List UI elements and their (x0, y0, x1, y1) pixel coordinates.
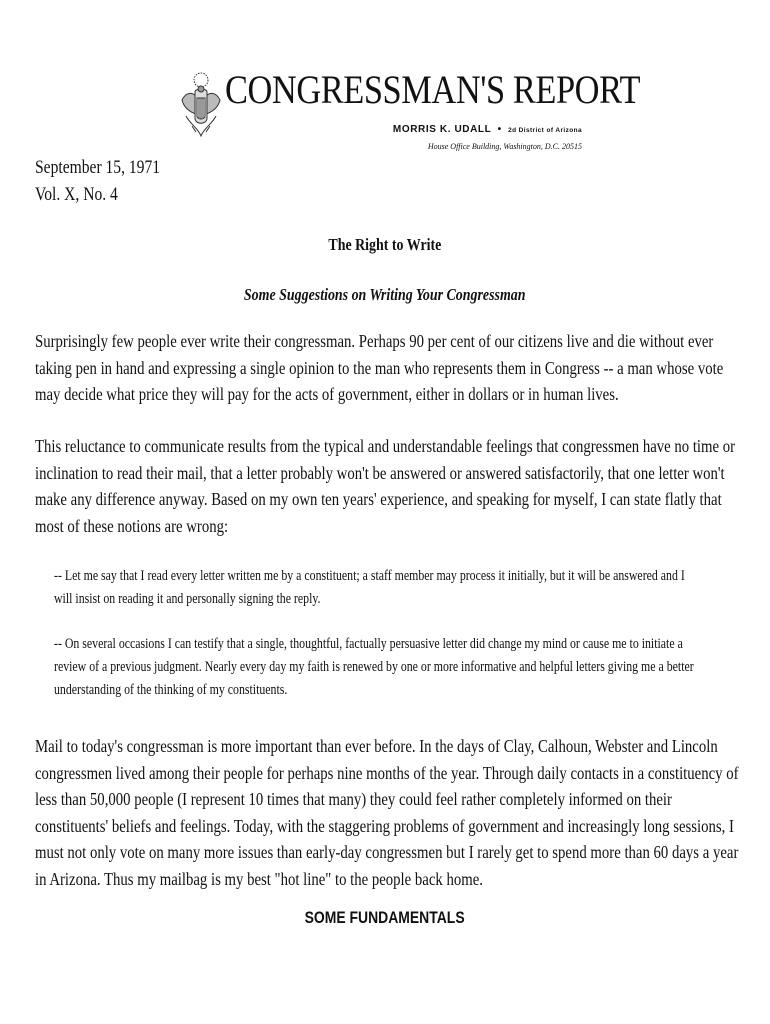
section-heading-text: SOME FUNDAMENTALS (304, 908, 466, 927)
issue-volume: Vol. X, No. 4 (35, 184, 118, 205)
article-subtitle-text: Some Suggestions on Writing Your Congressman (244, 285, 526, 304)
article-title-text: The Right to Write (328, 235, 442, 254)
article-subtitle (0, 285, 770, 305)
great-seal-eagle-icon (178, 70, 224, 140)
congressman-name: MORRIS K. UDALL (392, 124, 492, 135)
district-label: 2d District of Arizona (508, 127, 582, 134)
byline-separator: • (497, 124, 502, 135)
quoted-point: -- Let me say that I read every letter written me by a constituent; a staff member may process it initially, but it will be answered and I will insist on reading it and personally signing the reply. (54, 568, 685, 607)
paragraph: Mail to today's congressman is more important than ever before. In the days of Clay, Calhoun, Webster and Lincoln congressmen lived among their people for perhaps nine months of the year. Through daily contacts in a constituency of less than 50,000 people (I represent 10 times that many) they could feel rather completely informed on their constituents' beliefs and feelings. Today, with the staggering problems of government and increasingly long sessions, I must not only vote on many more issues than early-day congressmen but I rarely get to spend more than 60 days a year in Arizona. Thus my mailbag is my best "hot line" to the people back home. (35, 736, 739, 889)
section-heading (0, 908, 770, 928)
paragraph: Surprisingly few people ever write their congressman. Perhaps 90 per cent of our citizens live and die without ever taking pen in hand and expressing a single opinion to the man who represents them in Congress -- a man whose vote may decide what price they will pay for the acts of government, either in dollars or in human lives. (35, 331, 724, 404)
issue-date: September 15, 1971 (35, 157, 161, 178)
issue-info (35, 154, 160, 208)
paragraph: This reluctance to communicate results from the typical and understandable feelings that congressmen have no time or inclination to read their mail, that a letter probably won't be answered or answered satisfactorily, that one letter won't make any difference anyway. Based on my own ten years' experience, and speaking for myself, I can state flatly that most of these notions are wrong: (35, 436, 736, 536)
masthead (178, 64, 641, 154)
masthead-title: CONGRESSMAN'S REPORT (225, 67, 641, 112)
quoted-point: -- On several occasions I can testify that a single, thoughtful, factually persuasive letter did change my mind or cause me to initiate a review of a previous judgment. Nearly every day my faith is renewed by one or more informative and helpful letters giving me a better understanding of the thinking of my constituents. (54, 636, 694, 698)
masthead-byline (393, 124, 582, 135)
article-title (0, 235, 770, 255)
office-address: House Office Building, Washington, D.C. 20515 (427, 142, 582, 151)
